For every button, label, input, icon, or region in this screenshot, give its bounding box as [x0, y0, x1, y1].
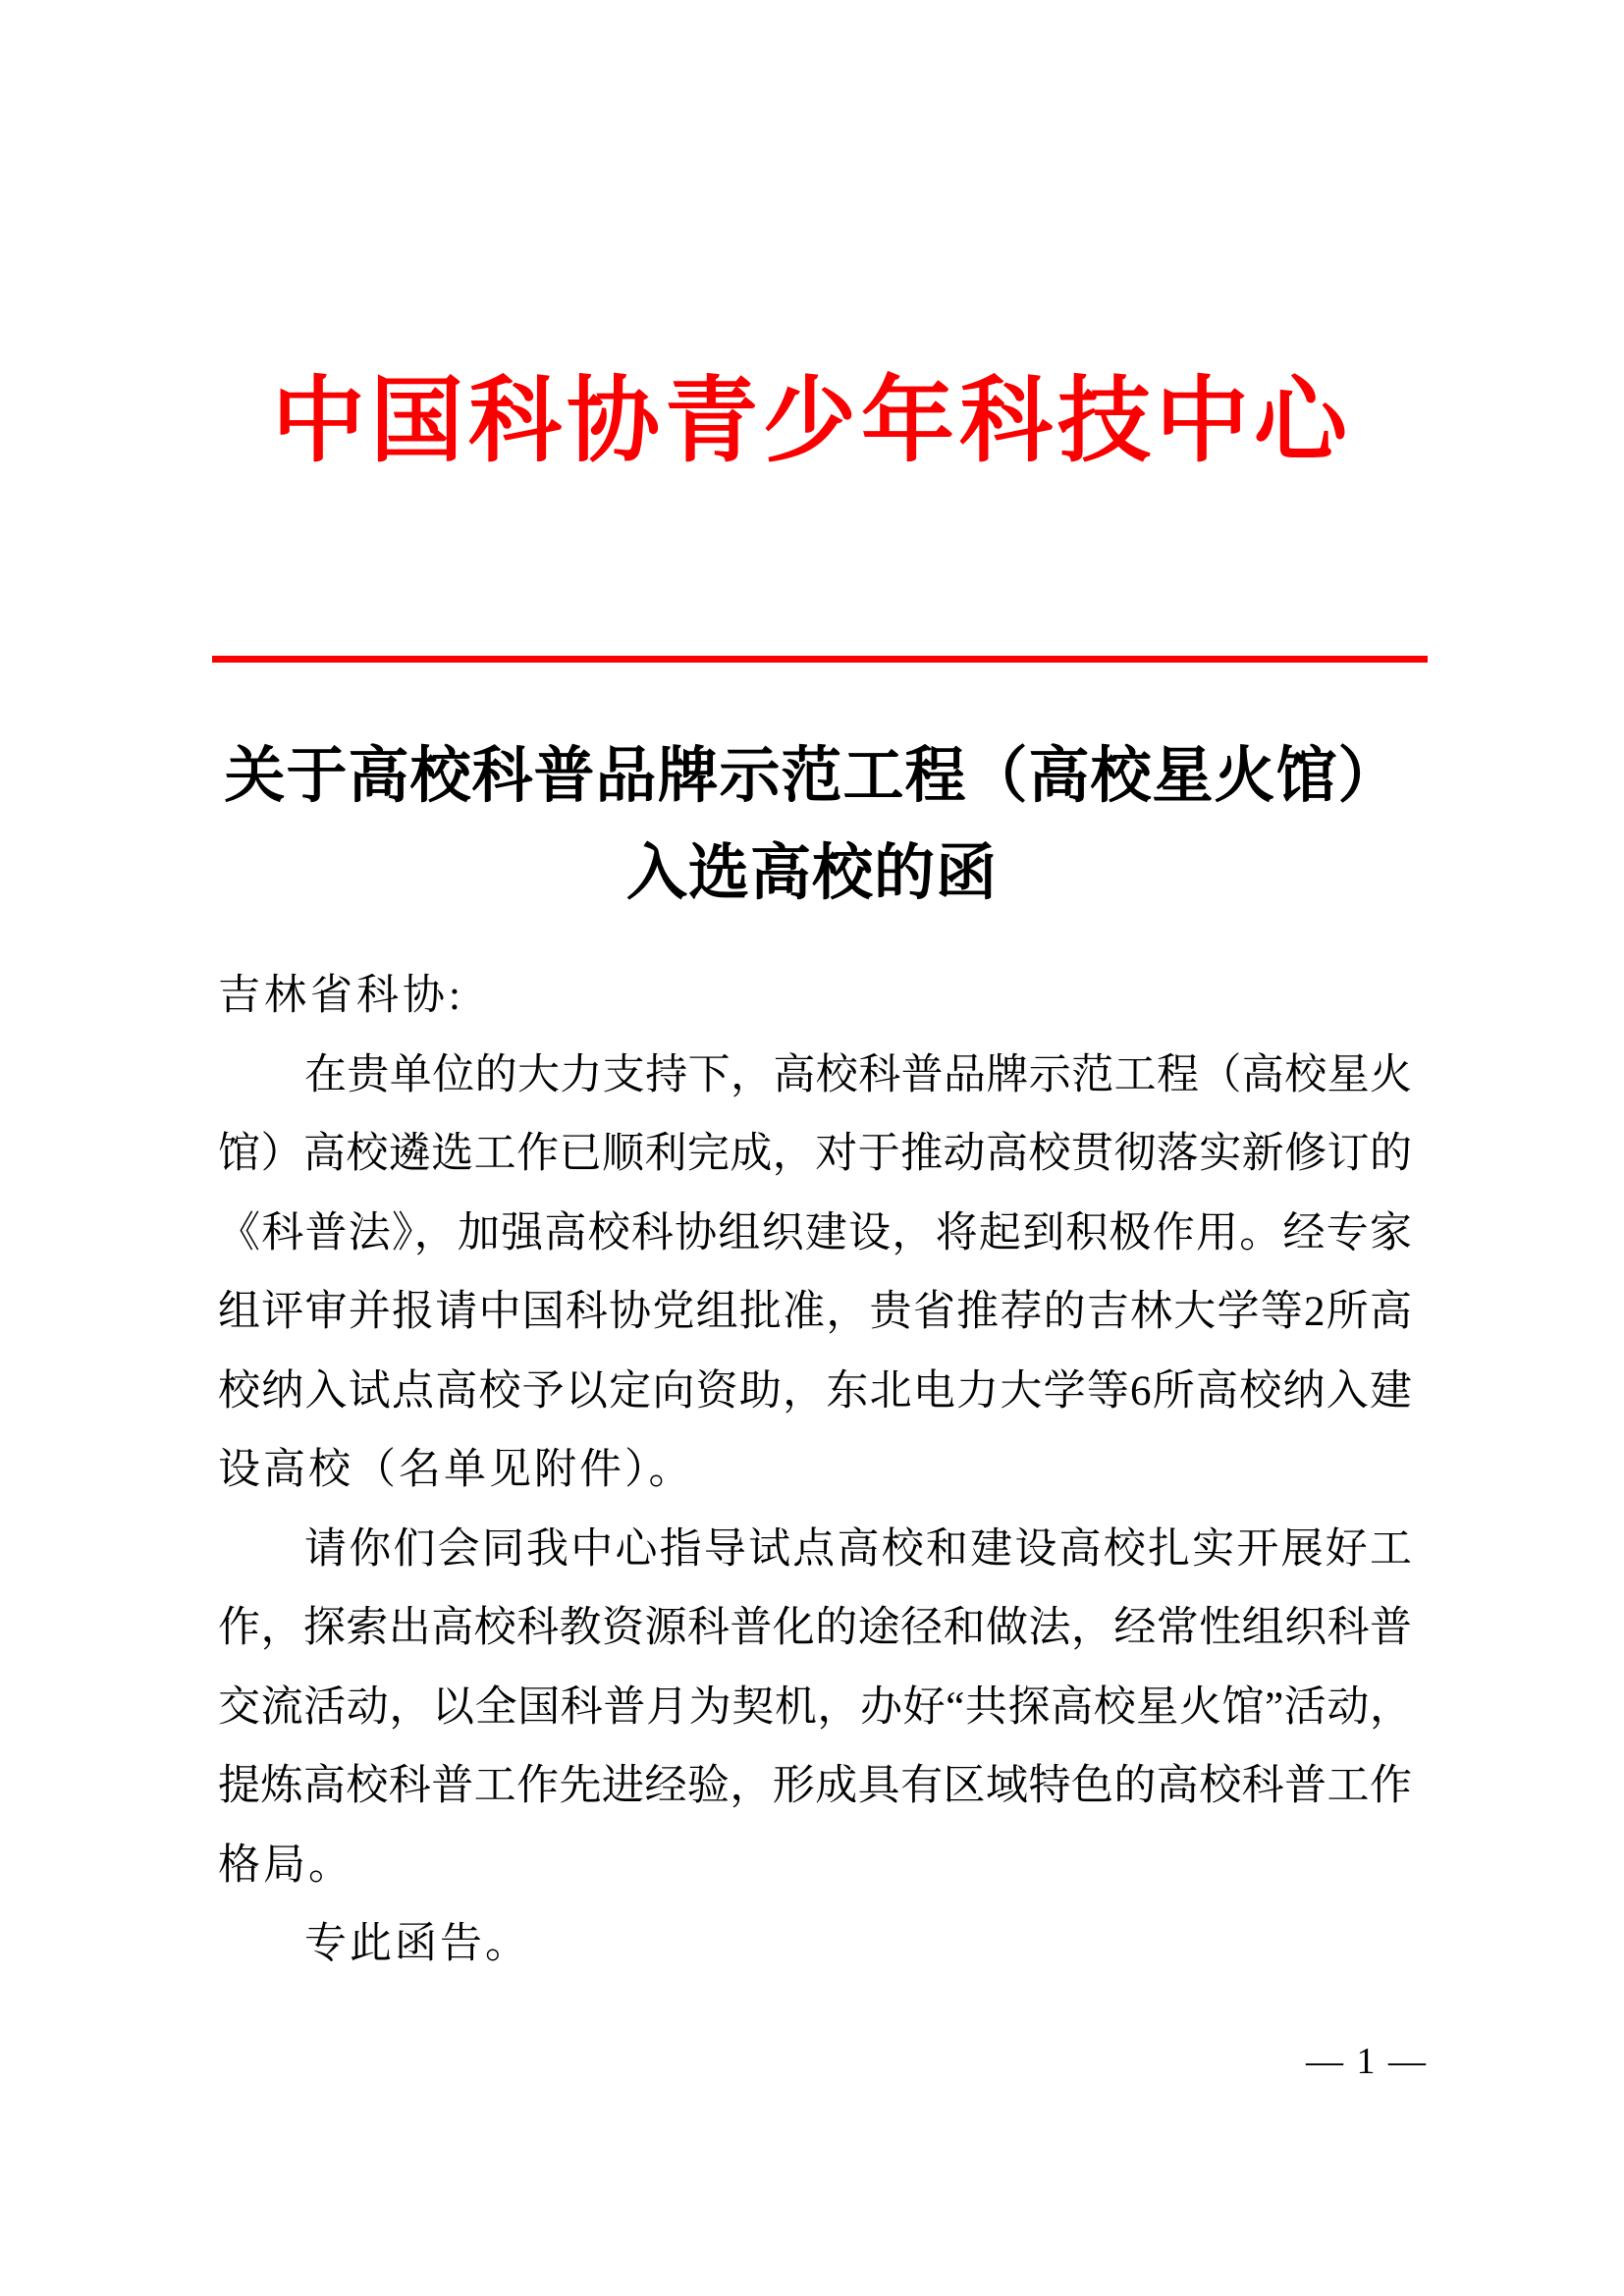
page-number: — 1 —	[1306, 2041, 1428, 2082]
paragraph1-line2: 馆）高校遴选工作已顺利完成，对于推动高校贯彻落实新修订的	[218, 1131, 1412, 1177]
paragraph1-line4: 组评审并报请中国科协党组批准，贵省推荐的吉林大学等2所高	[218, 1289, 1412, 1335]
paragraph1-line3: 《科普法》，加强高校科协组织建设，将起到积极作用。经专家	[218, 1209, 1412, 1256]
letter-body	[218, 957, 1412, 1985]
closing-line: 专此函告。	[304, 1921, 530, 1967]
letterhead-org-title: 中国科协青少年科技中心	[271, 369, 1352, 473]
document-title	[0, 728, 1624, 923]
paragraph1-line5: 校纳入试点高校予以定向资助，东北电力大学等6所高校纳入建	[218, 1367, 1412, 1415]
paragraph2-line2: 作，探索出高校科教资源科普化的途径和做法，经常性组织科普	[218, 1605, 1412, 1651]
paragraph2-line3: 交流活动，以全国科普月为契机，办好“共探高校星火馆”活动，	[218, 1683, 1412, 1731]
paragraph2-line4: 提炼高校科普工作先进经验，形成具有区域特色的高校科普工作	[218, 1763, 1412, 1809]
paragraph1-line1: 在贵单位的大力支持下，高校科普品牌示范工程（高校星火	[304, 1051, 1412, 1098]
document-title-line2: 入选高校的函	[625, 840, 998, 907]
salutation-line: 吉林省科协:	[218, 973, 464, 1019]
paragraph1-line6: 设高校（名单见附件）。	[218, 1447, 694, 1493]
paragraph2-line1: 请你们会同我中心指导试点高校和建设高校扎实开展好工	[304, 1525, 1412, 1573]
document-title-line1: 关于高校科普品牌示范工程（高校星火馆）	[224, 743, 1400, 810]
paragraph2-line5: 格局。	[218, 1842, 353, 1889]
letterhead-divider-rule	[212, 656, 1428, 663]
